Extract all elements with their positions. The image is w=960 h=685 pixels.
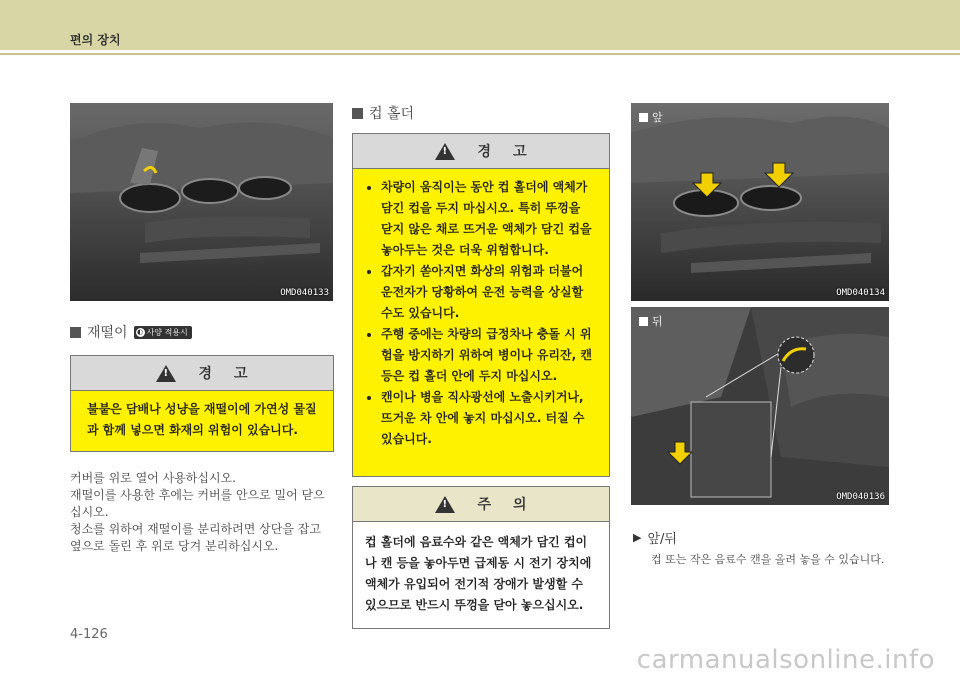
photo-code: OMD040136	[836, 492, 885, 502]
page-number: 4-126	[70, 627, 108, 642]
front-cup-holder-photo	[631, 103, 889, 301]
square-bullet-icon	[639, 317, 648, 326]
cup-holder-section-title: 컵 홀더	[352, 103, 414, 123]
option-icon: ◐	[137, 327, 144, 336]
warning-item: • 캔이나 병을 직사광선에 노출시키거나, 뜨거운 차 안에 놓지 마십시오. 터질 수 있습니다.	[381, 387, 595, 450]
warning-text: 불붙은 담배나 성냥을 재떨이에 가연성 물질과 함께 넣으면 화재의 위험이 있습니다.	[71, 391, 333, 451]
cup-holder-caption-title: ▶ 앞/뒤	[633, 531, 677, 547]
warning-item: • 차량이 움직이는 동안 컵 홀더에 액체가 담긴 컵을 두지 마십시오. 특히 뚜껑을 닫지 않은 채로 뜨거운 액체가 담긴 컵을 놓아두는 것은 더욱 위험합니다.	[381, 177, 595, 261]
square-bullet-icon	[352, 108, 363, 119]
warning-item: • 주행 중에는 차량의 급정차나 충돌 시 위험을 방지하기 위하여 병이나 유리잔, 캔 등은 컵 홀더 안에 두지 마십시오.	[381, 324, 595, 387]
warning-triangle-icon	[156, 365, 176, 382]
caution-text: 컵 홀더에 음료수와 같은 액체가 담긴 컵이나 캔 등을 놓아두면 급제동 시 전기 장치에 액체가 유입되어 전기적 장애가 발생할 수 있으므로 반드시 뚜껑을 닫아 놓으십시오.	[353, 522, 609, 628]
paragraph: 청소를 위하여 재떨이를 분리하려면 상단을 잡고 옆으로 돌린 후 위로 당겨 분리하십시오.	[70, 522, 321, 553]
option-badge: ◐ 사양 적용시	[134, 326, 192, 339]
square-bullet-icon	[70, 327, 81, 338]
rear-tag: 뒤	[639, 313, 663, 329]
triangle-right-icon: ▶	[633, 531, 642, 544]
rear-cup-holder-illustration	[631, 307, 889, 505]
ashtray-instructions	[70, 470, 334, 555]
front-cup-holder-illustration	[631, 103, 889, 301]
rear-cup-holder-photo	[631, 307, 889, 505]
cup-holder-caption-text: 컵 또는 작은 음료수 캔을 올려 놓을 수 있습니다.	[651, 553, 885, 566]
square-bullet-icon	[639, 113, 648, 122]
header-divider	[0, 53, 960, 55]
warning-list	[353, 169, 609, 476]
warning-heading: ! 경 고	[353, 134, 609, 169]
ashtray-section-title: 재떨이 ◐ 사양 적용시	[70, 322, 192, 342]
front-tag: 앞	[639, 109, 663, 125]
ashtray-illustration	[70, 103, 333, 301]
cup-holder-caution-box	[352, 486, 610, 629]
header-bar	[0, 0, 960, 50]
ashtray-warning-box	[70, 355, 334, 452]
caution-heading: ! 주 의	[353, 487, 609, 522]
cup-holder-warning-box	[352, 133, 610, 477]
paragraph: 재떨이를 사용한 후에는 커버를 안으로 밀어 닫으십시오.	[70, 488, 325, 519]
page-header-title: 편의 장치	[70, 33, 121, 47]
ashtray-photo	[70, 103, 333, 301]
watermark: carmanualsonline.info	[636, 645, 935, 675]
photo-code: OMD040133	[280, 288, 329, 298]
warning-heading: ! 경 고	[71, 356, 333, 391]
paragraph: 커버를 위로 열어 사용하십시오.	[70, 471, 236, 485]
warning-item: • 갑자기 쏟아지면 화상의 위험과 더불어 운전자가 당황하여 운전 능력을 상실할 수도 있습니다.	[381, 261, 595, 324]
warning-triangle-icon	[435, 143, 455, 160]
photo-code: OMD040134	[836, 288, 885, 298]
warning-triangle-icon	[435, 496, 455, 513]
